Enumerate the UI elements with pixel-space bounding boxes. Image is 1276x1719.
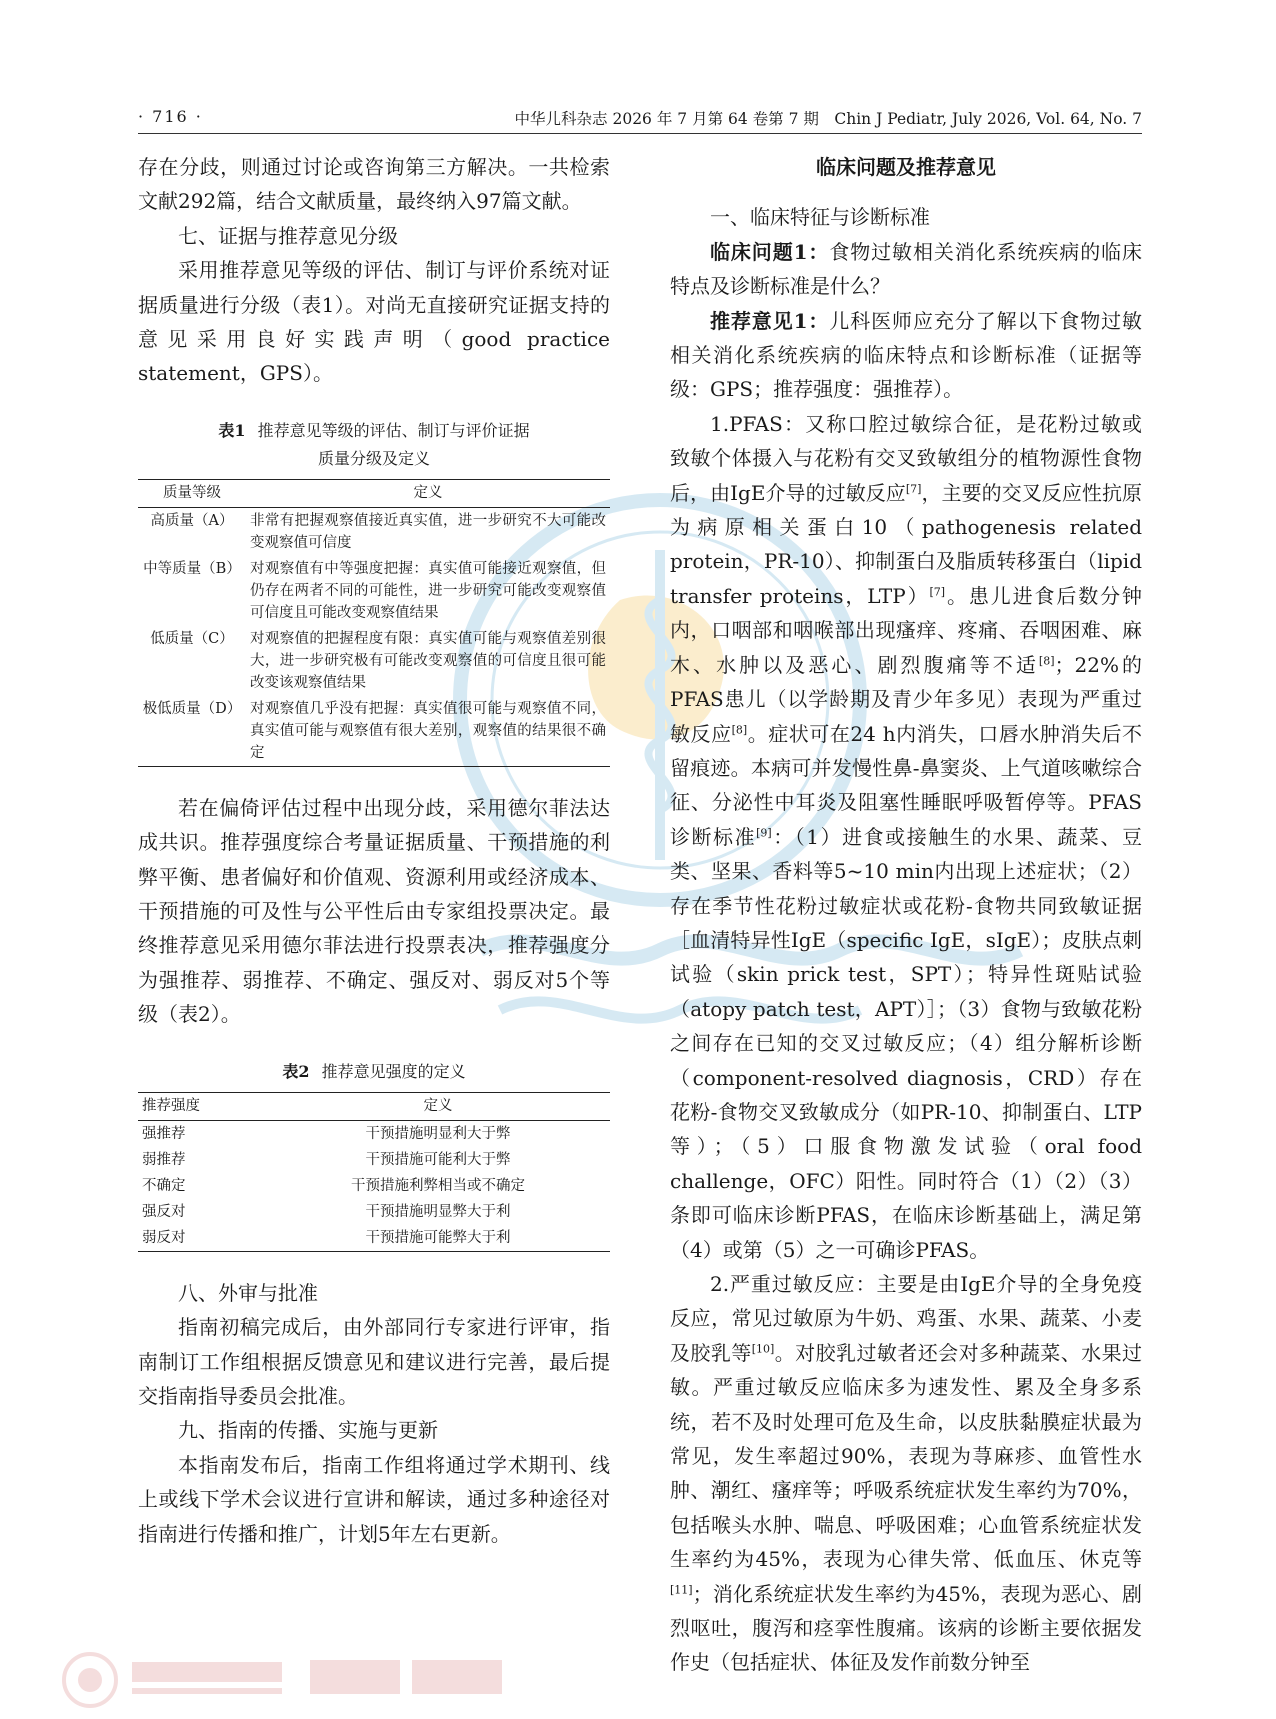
table-header: 定义	[246, 479, 610, 507]
question-label: 临床问题1：	[710, 239, 830, 264]
citation: [10]	[751, 1342, 775, 1356]
table-row	[138, 1147, 610, 1173]
table-row	[138, 1120, 610, 1147]
table-caption	[138, 417, 610, 445]
paragraph: 指南初稿完成后，由外部同行专家进行评审，指南制订工作组根据反馈意见和建议进行完善，最后提交指南指导委员会批准。	[138, 1315, 610, 1408]
table-cell: 干预措施明显弊大于利	[365, 1203, 511, 1220]
table-label: 表1	[218, 420, 246, 440]
table-1	[138, 417, 610, 767]
text-run: ，主要的交叉反应性抗原为病原相关蛋白10（pathogenesis related protein，PR-10）、抑制蛋白及脂质转移蛋白（lipid transfer proteins，LTP）	[670, 480, 1142, 608]
table-cell: 中等质量（B）	[143, 560, 241, 577]
text-run: 。患儿进食后数分钟内，口咽部和咽喉部出现瘙痒、疼痛、吞咽困难、麻木、水肿以及恶心、剧烈腹痛等不适	[670, 583, 1143, 677]
section-heading: 八、外审与批准	[178, 1280, 318, 1305]
table-header: 质量等级	[138, 479, 246, 507]
citation: [8]	[1038, 654, 1055, 668]
question-text: 食物过敏相关消化系统疾病的临床特点及诊断标准是什么？	[670, 239, 1142, 299]
evidence-quality-table	[138, 479, 610, 767]
table-cell: 对观察值的把握程度有限：真实值可能与观察值差别很大，进一步研究极有可能改变观察值的可信度且很可能改变该观察值结果	[250, 630, 606, 691]
table-row	[138, 1173, 610, 1199]
paragraph: 若在偏倚评估过程中出现分歧，采用德尔菲法达成共识。推荐强度综合考量证据质量、干预措施的利弊平衡、患者偏好和价值观、资源利用或经济成本、干预措施的可及性与公平性后由专家组投票决定。最终推荐意见采用德尔菲法进行投票表决，推荐强度分为强推荐、弱推荐、不确定、强反对、弱反对5个等级（表2）。	[138, 795, 610, 1027]
footer-publisher-logo-icon	[60, 1650, 540, 1710]
text-run: ：（1）进食或接触生的水果、蔬菜、豆类、坚果、香料等5~10 min内出现上述症状；（2）存在季节性花粉过敏症状或花粉-食物共同致敏证据［血清特异性IgE（specific IgE，sIgE）；皮肤点刺试验（skin prick test，SPT）；特异性斑贴试验（atopy patch test，APT）］；（3）食物与致敏花粉之间存在已知的交叉过敏反应；（4）组分解析诊断（component-resolved diagnosis，CRD）存在花粉-食物交叉致敏成分（如PR-10、抑制蛋白、LTP等）；（5）口服食物激发试验（oral food challenge，OFC）阳性。同时符合（1）（2）（3）条即可临床诊断PFAS，在临床诊断基础上，满足第（4）或第（5）之一可确诊PFAS。	[670, 824, 1142, 1262]
table-caption	[138, 1058, 610, 1086]
table-label: 表2	[282, 1061, 310, 1081]
text-run: 1.PFAS：又称口腔过敏综合征，是花粉过敏或致敏个体摄入与花粉有交叉致敏组分的植物源性食物后，由IgE介导的过敏反应	[670, 411, 1142, 505]
table-2	[138, 1058, 610, 1252]
section-heading: 一、临床特征与诊断标准	[710, 205, 930, 230]
paragraph-anaphylaxis	[670, 1267, 1142, 1680]
paragraph: 采用推荐意见等级的评估、制订与评价系统对证据质量进行分级（表1）。对尚无直接研究证据支持的意见采用良好实践声明（good practice statement，GPS）。	[138, 258, 610, 386]
table-row	[138, 507, 610, 556]
text-run: 2.严重过敏反应：主要是由IgE介导的全身免疫反应，常见过敏原为牛奶、鸡蛋、水果、蔬菜、小麦及胶乳等	[670, 1272, 1142, 1365]
recommendation	[670, 304, 1142, 407]
table-cell: 高质量（A）	[150, 512, 234, 529]
table-caption-line: 推荐意见等级的评估、制订与评价证据	[257, 420, 530, 440]
page-number: · 716 ·	[138, 107, 203, 126]
paragraph-pfas	[670, 407, 1142, 1267]
clinical-question	[670, 235, 1142, 304]
running-header	[138, 103, 1142, 134]
recommendation-text: 儿科医师应充分了解以下食物过敏相关消化系统疾病的临床特点和诊断标准（证据等级：GPS；推荐强度：强推荐）。	[670, 308, 1142, 402]
table-cell: 非常有把握观察值接近真实值，进一步研究不大可能改变观察值可信度	[250, 512, 606, 551]
text-run: 。症状可在24 h内消失，口唇水肿消失后不留痕迹。本病可并发慢性鼻-鼻窦炎、上气道咳嗽综合征、分泌性中耳炎及阻塞性睡眠呼吸暂停等。PFAS诊断标准	[670, 721, 1143, 849]
journal-info: 中华儿科杂志 2026 年 7 月第 64 卷第 7 期 Chin J Pediatr, July 2026, Vol. 64, No. 7	[514, 110, 1142, 128]
table-cell: 弱反对	[142, 1229, 186, 1246]
table-cell: 弱推荐	[142, 1151, 186, 1168]
table-row	[138, 556, 610, 626]
paragraph: 存在分歧，则通过讨论或咨询第三方解决。一共检索文献292篇，结合文献质量，最终纳入97篇文献。	[138, 155, 610, 214]
table-caption-line: 推荐意见强度的定义	[321, 1061, 466, 1081]
table-cell: 干预措施明显利大于弊	[365, 1125, 511, 1142]
left-column	[138, 150, 610, 1551]
citation: [11]	[670, 1583, 693, 1596]
text-run: ；22%的PFAS患儿（以学龄期及青少年多见）表现为严重过敏反应	[670, 652, 1143, 746]
table-header: 定义	[266, 1092, 610, 1120]
table-cell: 低质量（C）	[150, 630, 234, 647]
table-row	[138, 696, 610, 767]
table-cell: 对观察值几乎没有把握：真实值很可能与观察值不同，真实值可能与观察值有很大差别，观察值的结果很不确定	[250, 700, 606, 761]
citation: [7]	[905, 482, 922, 495]
citation: [7]	[929, 585, 946, 599]
table-row	[138, 626, 610, 696]
recommendation-label: 推荐意见1：	[710, 308, 830, 333]
table-cell: 干预措施利弊相当或不确定	[351, 1177, 525, 1194]
table-cell: 干预措施可能利大于弊	[365, 1151, 511, 1168]
paragraph: 本指南发布后，指南工作组将通过学术期刊、线上或线下学术会议进行宣讲和解读，通过多种途径对指南进行传播和推广，计划5年左右更新。	[138, 1452, 610, 1546]
table-caption-line: 质量分级及定义	[317, 448, 430, 468]
table-row	[138, 1199, 610, 1225]
section-heading: 九、指南的传播、实施与更新	[178, 1418, 438, 1443]
recommendation-strength-table	[138, 1092, 610, 1252]
section-title: 临床问题及推荐意见	[816, 155, 996, 179]
table-header: 推荐强度	[138, 1092, 266, 1120]
right-column	[670, 150, 1142, 1680]
table-cell: 对观察值有中等强度把握：真实值可能接近观察值，但仍存在两者不同的可能性，进一步研究可能改变观察值可信度且可能改变观察值结果	[250, 560, 606, 621]
table-cell: 极低质量（D）	[142, 700, 242, 717]
table-cell: 强推荐	[142, 1125, 186, 1142]
citation: [9]	[756, 826, 772, 840]
text-run: 。对胶乳过敏者还会对多种蔬菜、水果过敏。严重过敏反应临床多为速发性、累及全身多系统，若不及时处理可危及生命，以皮肤黏膜症状最为常见，发生率超过90%，表现为荨麻疹、血管性水肿、潮红、瘙痒等；呼吸系统症状发生率约为70%，包括喉头水肿、喘息、呼吸困难；心血管系统症状发生率约为45%，表现为心律失常、低血压、休克等	[670, 1340, 1143, 1572]
table-row	[138, 1225, 610, 1252]
table-cell: 干预措施可能弊大于利	[365, 1229, 511, 1246]
citation: [8]	[731, 722, 748, 736]
table-cell: 不确定	[142, 1177, 186, 1194]
table-cell: 强反对	[142, 1203, 186, 1220]
section-heading: 七、证据与推荐意见分级	[178, 223, 398, 248]
text-run: ；消化系统症状发生率约为45%，表现为恶心、剧烈呕吐，腹泻和痉挛性腹痛。该病的诊断主要依据发作史（包括症状、体征及发作前数分钟至	[670, 1581, 1142, 1675]
